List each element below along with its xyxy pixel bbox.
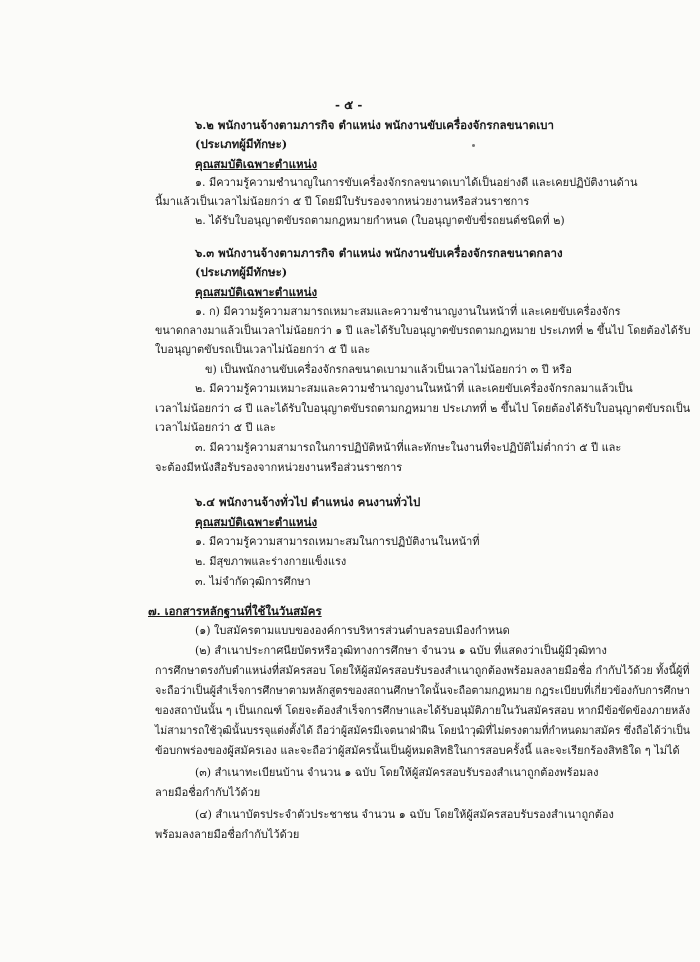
section-6-3-heading: ๖.๓ พนักงานจ้างตามภารกิจ ตำแหน่ง พนักงานขับเครื่องจักรกลขนาดกลาง: [195, 246, 563, 260]
section-7-d2e: ไม่สามารถใช้วุฒินั้นบรรจุแต่งตั้งได้ ถือว่าผู้สมัครมีเจตนาฝ่าฝืน โดยนำวุฒิที่ไม่ตรงตามที่กำหนดมาสมัคร ซึ่งถือได้ว่าเป็น: [155, 724, 690, 737]
section-6-3-q2a: ๒. มีความรู้ความเหมาะสมและความชำนาญงานในหน้าที่ และเคยขับเครื่องจักรกลมาแล้วเป็น: [195, 382, 633, 395]
section-7-d2d: ของสถาบันนั้น ๆ เป็นเกณฑ์ โดยจะต้องสำเร็จการศึกษาและได้รับอนุมัติภายในวันสมัครสอบ หากมีข้อขัดข้องภายหลัง: [155, 704, 691, 717]
section-6-3-q2b: เวลาไม่น้อยกว่า ๘ ปี และได้รับใบอนุญาตขับรถตามกฎหมาย ประเภทที่ ๒ ขึ้นไป โดยต้องได้รับใบอนุญาตขับรถเป็น: [155, 402, 691, 415]
section-6-2-q1a: ๑. มีความรู้ความชำนาญในการขับเครื่องจักรกลขนาดเบาได้เป็นอย่างดี และเคยปฏิบัติงานด้าน: [195, 176, 638, 189]
section-7-d2b: การศึกษาตรงกับตำแหน่งที่สมัครสอบ โดยให้ผู้สมัครสอบรับรองสำเนาถูกต้องพร้อมลงลายมือชื่อ กำกับไว้ด้วย ทั้งนี้ผู้ที่: [155, 664, 690, 677]
section-7-d2f: ข้อบกพร่องของผู้สมัครเอง และจะถือว่าผู้สมัครนั้นเป็นผู้หมดสิทธิในการสอบครั้งนี้ และจะเรียกร้องสิทธิใด ๆ ไม่ได้: [155, 744, 680, 757]
section-6-4-q1: ๑. มีความรู้ความสามารถเหมาะสมในการปฏิบัติงานในหน้าที่: [195, 535, 480, 548]
section-7-d2a: (๒) สำเนาประกาศนียบัตรหรือวุฒิทางการศึกษา จำนวน ๑ ฉบับ ที่แสดงว่าเป็นผู้มีวุฒิทาง: [195, 644, 607, 657]
section-6-3-q1d: ข) เป็นพนักงานขับเครื่องจักรกลขนาดเบามาแล้วเป็นเวลาไม่น้อยกว่า ๓ ปี หรือ: [205, 363, 572, 376]
section-6-3-q1c: ใบอนุญาตขับรถเป็นเวลาไม่น้อยกว่า ๕ ปี และ: [155, 343, 371, 356]
section-6-3-q2c: เวลาไม่น้อยกว่า ๕ ปี และ: [155, 421, 276, 434]
section-6-3-q3a: ๓. มีความรู้ความสามารถในการปฏิบัติหน้าที่และทักษะในงานที่จะปฏิบัติไม่ต่ำกว่า ๕ ปี และ: [195, 441, 622, 454]
section-7-d4b: พร้อมลงลายมือชื่อกำกับไว้ด้วย: [155, 828, 300, 841]
section-7-d1: (๑) ใบสมัครตามแบบขององค์การบริหารส่วนตำบลรอบเมืองกำหนด: [195, 624, 510, 637]
section-6-3-q3b: จะต้องมีหนังสือรับรองจากหน่วยงานหรือส่วนราชการ: [155, 461, 403, 474]
section-6-4-q2: ๒. มีสุขภาพและร่างกายแข็งแรง: [195, 555, 347, 568]
section-6-2-q1b: นี้มาแล้วเป็นเวลาไม่น้อยกว่า ๕ ปี โดยมีใบรับรองจากหน่วยงานหรือส่วนราชการ: [155, 195, 530, 208]
section-6-3-type: (ประเภทผู้มีทักษะ): [195, 265, 288, 279]
section-6-4-heading: ๖.๔ พนักงานจ้างทั่วไป ตำแหน่ง คนงานทั่วไป: [195, 495, 421, 509]
scan-speck: [472, 144, 475, 147]
section-7-d4a: (๔) สำเนาบัตรประจำตัวประชาชน จำนวน ๑ ฉบับ โดยให้ผู้สมัครสอบรับรองสำเนาถูกต้อง: [195, 808, 614, 821]
page-number: - ๕ -: [335, 98, 363, 112]
section-6-3-qual-title: คุณสมบัติเฉพาะตำแหน่ง: [195, 285, 318, 299]
section-7-d2c: จะถือว่าเป็นผู้สำเร็จการศึกษาตามหลักสูตรของสถานศึกษาใดนั้นจะถือตามกฎหมาย กฎระเบียบที่เกี่ยวข้องกับการศึกษา: [155, 684, 690, 697]
section-6-4-q3: ๓. ไม่จำกัดวุฒิการศึกษา: [195, 575, 311, 588]
section-6-3-q1a: ๑. ก) มีความรู้ความสามารถเหมาะสมและความชำนาญงานในหน้าที่ และเคยขับเครื่องจักร: [195, 305, 621, 318]
section-6-2-qual-title: คุณสมบัติเฉพาะตำแหน่ง: [195, 157, 318, 171]
section-7-heading: ๗. เอกสารหลักฐานที่ใช้ในวันสมัคร: [148, 604, 322, 618]
section-6-4-qual-title: คุณสมบัติเฉพาะตำแหน่ง: [195, 515, 318, 529]
section-7-d3a: (๓) สำเนาทะเบียนบ้าน จำนวน ๑ ฉบับ โดยให้ผู้สมัครสอบรับรองสำเนาถูกต้องพร้อมลง: [195, 766, 599, 779]
section-6-2-heading: ๖.๒ พนักงานจ้างตามภารกิจ ตำแหน่ง พนักงานขับเครื่องจักรกลขนาดเบา: [195, 118, 554, 132]
section-7-d3b: ลายมือชื่อกำกับไว้ด้วย: [155, 786, 261, 799]
section-6-2-type: (ประเภทผู้มีทักษะ): [195, 137, 288, 151]
section-6-2-q2: ๒. ได้รับใบอนุญาตขับรถตามกฎหมายกำหนด (ใบอนุญาตขับขี่รถยนต์ชนิดที่ ๒): [195, 214, 565, 227]
section-6-3-q1b: ขนาดกลางมาแล้วเป็นเวลาไม่น้อยกว่า ๑ ปี และได้รับใบอนุญาตขับรถตามกฎหมาย ประเภทที่ ๒ ขึ้นไป โดยต้องได้รับ: [155, 324, 691, 337]
